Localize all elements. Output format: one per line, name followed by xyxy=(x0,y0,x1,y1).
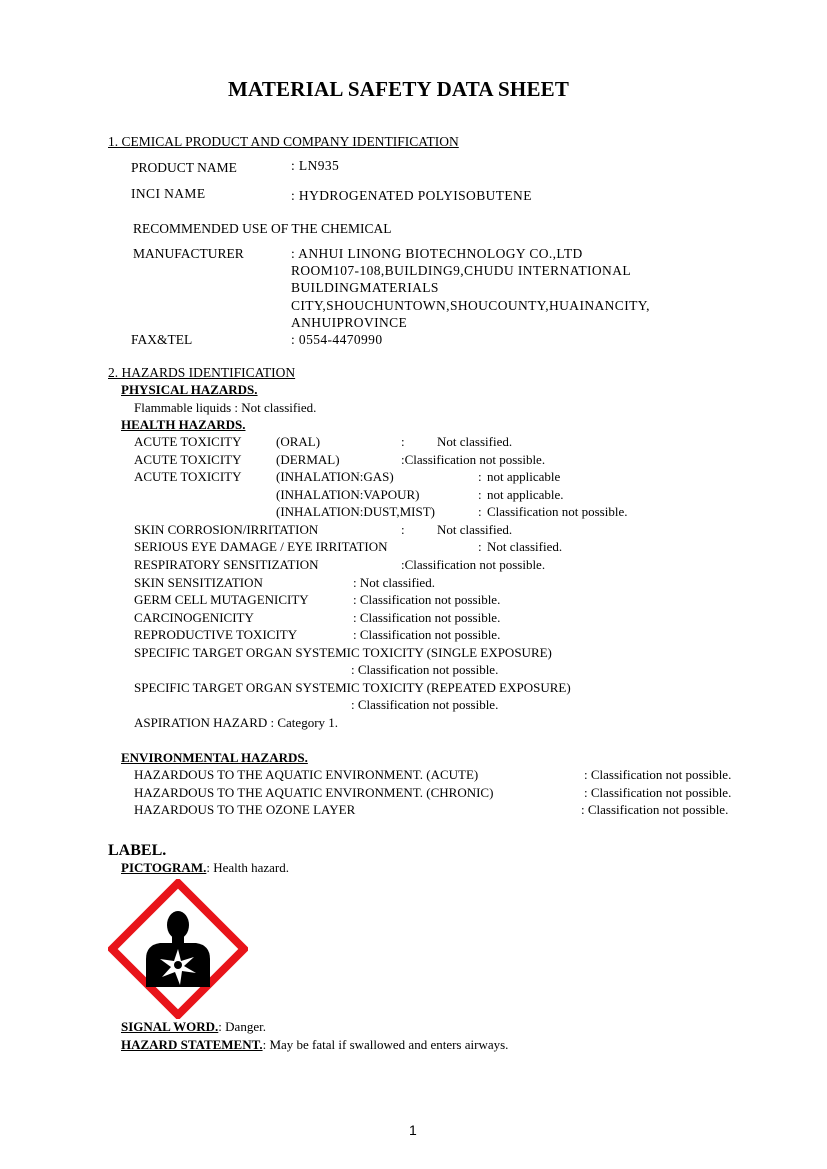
health-row-value: : Classification not possible. xyxy=(353,610,501,625)
page-number: 1 xyxy=(409,1122,417,1138)
env-row-value: : Classification not possible. xyxy=(584,767,732,782)
health-row-name: REPRODUCTIVE TOXICITY xyxy=(134,627,298,642)
health-row-route: (DERMAL) xyxy=(276,452,340,467)
health-row-value: : Classification not possible. xyxy=(351,662,499,677)
product-name-value: : LN935 xyxy=(291,158,340,173)
product-name-label: PRODUCT NAME xyxy=(131,160,237,175)
health-row-name: ACUTE TOXICITY xyxy=(134,469,242,484)
manufacturer-line: : ANHUI LINONG BIOTECHNOLOGY CO.,LTD xyxy=(291,246,583,261)
health-row-colon: : xyxy=(478,469,482,484)
manufacturer-line: ROOM107-108,BUILDING9,CHUDU INTERNATIONAL xyxy=(291,263,631,278)
label-heading: LABEL. xyxy=(108,842,167,859)
section-1-heading: 1. CEMICAL PRODUCT AND COMPANY IDENTIFICATION xyxy=(108,134,459,149)
pictogram-label: PICTOGRAM. xyxy=(121,860,207,875)
health-hazards-heading: HEALTH HAZARDS. xyxy=(121,417,246,432)
pictogram-line xyxy=(121,861,289,876)
health-row-value: :Classification not possible. xyxy=(401,452,546,467)
health-row-name: ACUTE TOXICITY xyxy=(134,452,242,467)
health-row-name: RESPIRATORY SENSITIZATION xyxy=(134,557,319,572)
health-row-value: : Classification not possible. xyxy=(351,697,499,712)
health-row-value: : Classification not possible. xyxy=(353,592,501,607)
fax-tel-value: : 0554-4470990 xyxy=(291,332,383,347)
manufacturer-label: MANUFACTURER xyxy=(133,246,244,261)
health-row-route: (INHALATION:GAS) xyxy=(276,469,394,484)
manufacturer-line: ANHUIPROVINCE xyxy=(291,315,408,330)
health-row-value: Not classified. xyxy=(487,539,563,554)
health-hazard-icon xyxy=(108,879,248,1019)
health-row-name: SPECIFIC TARGET ORGAN SYSTEMIC TOXICITY (SINGLE EXPOSURE) xyxy=(134,645,552,660)
health-row-value: Not classified. xyxy=(437,522,513,537)
physical-hazards-heading: PHYSICAL HAZARDS. xyxy=(121,382,258,397)
health-row-route: (ORAL) xyxy=(276,434,321,449)
hazard-statement-line xyxy=(121,1038,508,1053)
manufacturer-line: CITY,SHOUCHUNTOWN,SHOUCOUNTY,HUAINANCITY, xyxy=(291,298,650,313)
health-row-name: SKIN CORROSION/IRRITATION xyxy=(134,522,319,537)
health-row-colon: : xyxy=(478,504,482,519)
signal-word-value: : Danger. xyxy=(218,1019,266,1034)
health-row-value: not applicable. xyxy=(487,487,564,502)
environmental-hazards-heading: ENVIRONMENTAL HAZARDS. xyxy=(121,750,308,765)
health-row-name: ACUTE TOXICITY xyxy=(134,434,242,449)
env-row-name: HAZARDOUS TO THE AQUATIC ENVIRONMENT. (ACUTE) xyxy=(134,767,479,782)
signal-word-line xyxy=(121,1020,266,1035)
health-row-value: not applicable xyxy=(487,469,561,484)
health-row-value: Classification not possible. xyxy=(487,504,628,519)
health-row-name: GERM CELL MUTAGENICITY xyxy=(134,592,309,607)
health-row-value: : Classification not possible. xyxy=(353,627,501,642)
health-row-value: :Classification not possible. xyxy=(401,557,546,572)
page-title: MATERIAL SAFETY DATA SHEET xyxy=(228,77,570,101)
section-2-heading: 2. HAZARDS IDENTIFICATION xyxy=(108,365,296,380)
env-row-name: HAZARDOUS TO THE AQUATIC ENVIRONMENT. (CHRONIC) xyxy=(134,785,494,800)
env-row-name: HAZARDOUS TO THE OZONE LAYER xyxy=(134,802,356,817)
fax-tel-label: FAX&TEL xyxy=(131,332,193,347)
manufacturer-line: BUILDINGMATERIALS xyxy=(291,280,439,295)
env-row-value: : Classification not possible. xyxy=(584,785,732,800)
signal-word-label: SIGNAL WORD. xyxy=(121,1019,219,1034)
pictogram-value: : Health hazard. xyxy=(206,860,290,875)
health-row-name: SERIOUS EYE DAMAGE / EYE IRRITATION xyxy=(134,539,388,554)
health-row-route: (INHALATION:VAPOUR) xyxy=(276,487,420,502)
health-row-name: SPECIFIC TARGET ORGAN SYSTEMIC TOXICITY (REPEATED EXPOSURE) xyxy=(134,680,571,695)
physical-hazards-text: Flammable liquids : Not classified. xyxy=(134,400,317,415)
health-row-colon: : xyxy=(401,434,405,449)
hazard-statement-label: HAZARD STATEMENT. xyxy=(121,1037,263,1052)
env-row-value: : Classification not possible. xyxy=(581,802,729,817)
health-row-colon: : xyxy=(401,522,405,537)
recommended-use: RECOMMENDED USE OF THE CHEMICAL xyxy=(133,221,392,236)
inci-name-value: : HYDROGENATED POLYISOBUTENE xyxy=(291,188,532,203)
health-row-colon: : xyxy=(478,539,482,554)
health-row-route: (INHALATION:DUST,MIST) xyxy=(276,504,435,519)
health-row-colon: : xyxy=(478,487,482,502)
hazard-statement-value: : May be fatal if swallowed and enters airways. xyxy=(262,1037,509,1052)
health-row-value: : Not classified. xyxy=(353,575,435,590)
health-row-value: Not classified. xyxy=(437,434,513,449)
inci-name-label: INCI NAME xyxy=(131,186,206,201)
health-row-name: ASPIRATION HAZARD : Category 1. xyxy=(134,715,339,730)
health-row-name: CARCINOGENICITY xyxy=(134,610,254,625)
health-row-name: SKIN SENSITIZATION xyxy=(134,575,263,590)
